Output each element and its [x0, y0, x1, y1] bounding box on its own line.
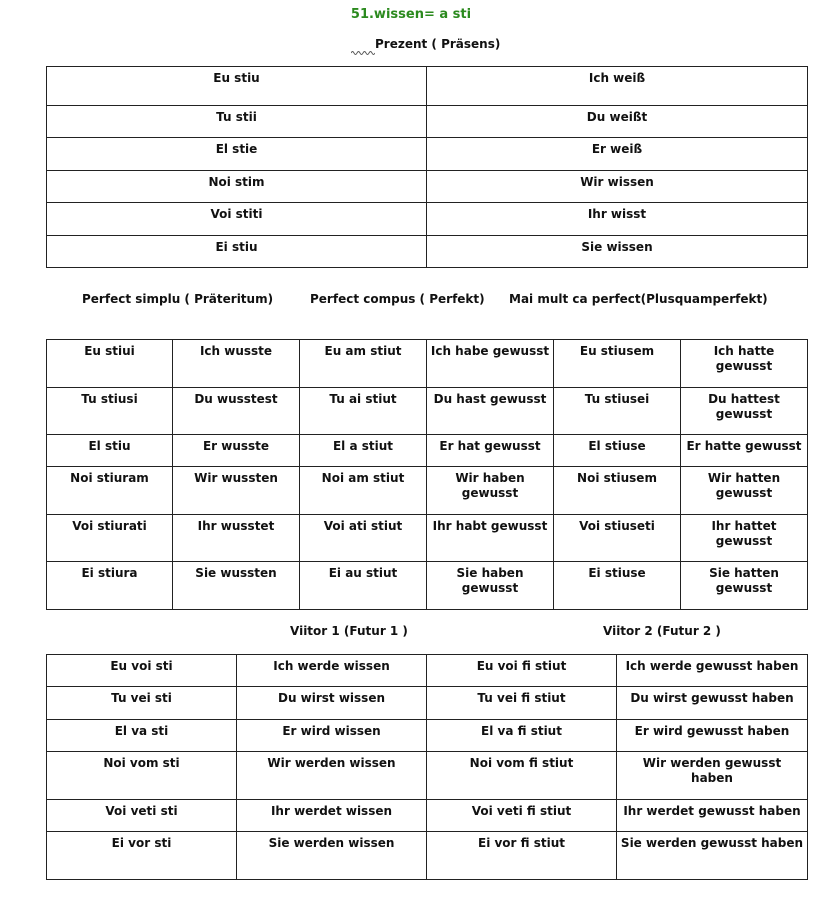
present-table-body — [47, 67, 808, 268]
table-row — [47, 67, 808, 106]
table-cell: Noi stim — [47, 171, 427, 203]
table-cell: Ich wusste — [173, 340, 300, 388]
table-cell: Ihr wusstet — [173, 515, 300, 562]
table-cell: Voi stiti — [47, 203, 427, 236]
table-cell: El va fi stiut — [427, 720, 617, 752]
table-cell: Eu voi sti — [47, 655, 237, 687]
table-cell: Ei vor fi stiut — [427, 832, 617, 880]
table-row — [47, 655, 808, 687]
table-cell: Sie haben gewusst — [427, 562, 554, 610]
table-cell: Wir werden wissen — [237, 752, 427, 800]
table-cell: Tu ai stiut — [300, 388, 427, 435]
table-cell: Sie hatten gewusst — [681, 562, 808, 610]
table-cell: Ei stiura — [47, 562, 173, 610]
table-cell: Noi stiusem — [554, 467, 681, 515]
table-cell: Eu am stiut — [300, 340, 427, 388]
table-cell: Ihr werdet wissen — [237, 800, 427, 832]
table-cell: Sie werden gewusst haben — [617, 832, 808, 880]
table-row — [47, 515, 808, 562]
table-cell: Er hat gewusst — [427, 435, 554, 467]
table-cell: Tu vei sti — [47, 687, 237, 720]
preterite-heading: Perfect simplu ( Präteritum) — [82, 292, 274, 306]
table-cell: Wir wussten — [173, 467, 300, 515]
table-row — [47, 687, 808, 720]
table-cell: Er wird wissen — [237, 720, 427, 752]
table-cell: Noi vom sti — [47, 752, 237, 800]
table-row — [47, 388, 808, 435]
table-cell: Tu stiusi — [47, 388, 173, 435]
table-row — [47, 138, 808, 171]
table-cell: Ich habe gewusst — [427, 340, 554, 388]
table-row — [47, 340, 808, 388]
table-cell: Ei stiuse — [554, 562, 681, 610]
table-row — [47, 832, 808, 880]
table-cell: Tu stiusei — [554, 388, 681, 435]
table-cell: Ihr habt gewusst — [427, 515, 554, 562]
table-row — [47, 800, 808, 832]
future-table-body — [47, 655, 808, 880]
perfect-heading: Perfect compus ( Perfekt) — [310, 292, 485, 306]
table-row — [47, 236, 808, 268]
table-cell: Ich werde gewusst haben — [617, 655, 808, 687]
table-row — [47, 562, 808, 610]
table-cell: Noi vom fi stiut — [427, 752, 617, 800]
table-cell: Ei stiu — [47, 236, 427, 268]
table-cell: Wir haben gewusst — [427, 467, 554, 515]
table-cell: Du wirst wissen — [237, 687, 427, 720]
table-cell: Du wirst gewusst haben — [617, 687, 808, 720]
table-cell: Er wusste — [173, 435, 300, 467]
spellcheck-underline — [351, 50, 375, 55]
table-cell: Voi ati stiut — [300, 515, 427, 562]
table-cell: Wir werden gewusst haben — [617, 752, 808, 800]
table-cell: Eu voi fi stiut — [427, 655, 617, 687]
table-cell: El stiuse — [554, 435, 681, 467]
table-cell: Tu stii — [47, 106, 427, 138]
table-row — [47, 752, 808, 800]
table-cell: Sie werden wissen — [237, 832, 427, 880]
table-row — [47, 467, 808, 515]
page-title: 51.wissen= a sti — [350, 7, 472, 22]
table-cell: Ihr hattet gewusst — [681, 515, 808, 562]
table-cell: Eu stiusem — [554, 340, 681, 388]
table-cell: Voi stiuseti — [554, 515, 681, 562]
table-cell: Voi veti sti — [47, 800, 237, 832]
table-cell: Er hatte gewusst — [681, 435, 808, 467]
table-cell: El stiu — [47, 435, 173, 467]
present-table — [46, 66, 808, 268]
table-cell: Er weiß — [427, 138, 808, 171]
table-cell: Eu stiui — [47, 340, 173, 388]
future2-heading: Viitor 2 (Futur 2 ) — [603, 624, 721, 638]
table-cell: Eu stiu — [47, 67, 427, 106]
table-cell: Wir wissen — [427, 171, 808, 203]
table-cell: Sie wissen — [427, 236, 808, 268]
table-cell: Du hast gewusst — [427, 388, 554, 435]
table-cell: Ei au stiut — [300, 562, 427, 610]
table-cell: Ihr wisst — [427, 203, 808, 236]
future-tenses-table — [46, 654, 808, 880]
table-cell: Ich weiß — [427, 67, 808, 106]
past-tenses-table — [46, 339, 808, 610]
table-row — [47, 171, 808, 203]
table-row — [47, 106, 808, 138]
table-cell: Du hattest gewusst — [681, 388, 808, 435]
table-cell: El stie — [47, 138, 427, 171]
table-cell: Er wird gewusst haben — [617, 720, 808, 752]
table-cell: El a stiut — [300, 435, 427, 467]
table-cell: Ihr werdet gewusst haben — [617, 800, 808, 832]
table-cell: Tu vei fi stiut — [427, 687, 617, 720]
table-row — [47, 203, 808, 236]
table-cell: Du weißt — [427, 106, 808, 138]
table-cell: Voi stiurati — [47, 515, 173, 562]
table-cell: Ich werde wissen — [237, 655, 427, 687]
table-cell: Ei vor sti — [47, 832, 237, 880]
table-cell: Noi stiuram — [47, 467, 173, 515]
table-row — [47, 435, 808, 467]
table-cell: El va sti — [47, 720, 237, 752]
past-table-body — [47, 340, 808, 610]
pluperfect-heading: Mai mult ca perfect(Plusquamperfekt) — [509, 292, 768, 306]
table-cell: Noi am stiut — [300, 467, 427, 515]
present-heading: Prezent ( Präsens) — [375, 37, 501, 51]
table-row — [47, 720, 808, 752]
table-cell: Du wusstest — [173, 388, 300, 435]
future1-heading: Viitor 1 (Futur 1 ) — [290, 624, 408, 638]
table-cell: Wir hatten gewusst — [681, 467, 808, 515]
table-cell: Voi veti fi stiut — [427, 800, 617, 832]
table-cell: Sie wussten — [173, 562, 300, 610]
table-cell: Ich hatte gewusst — [681, 340, 808, 388]
